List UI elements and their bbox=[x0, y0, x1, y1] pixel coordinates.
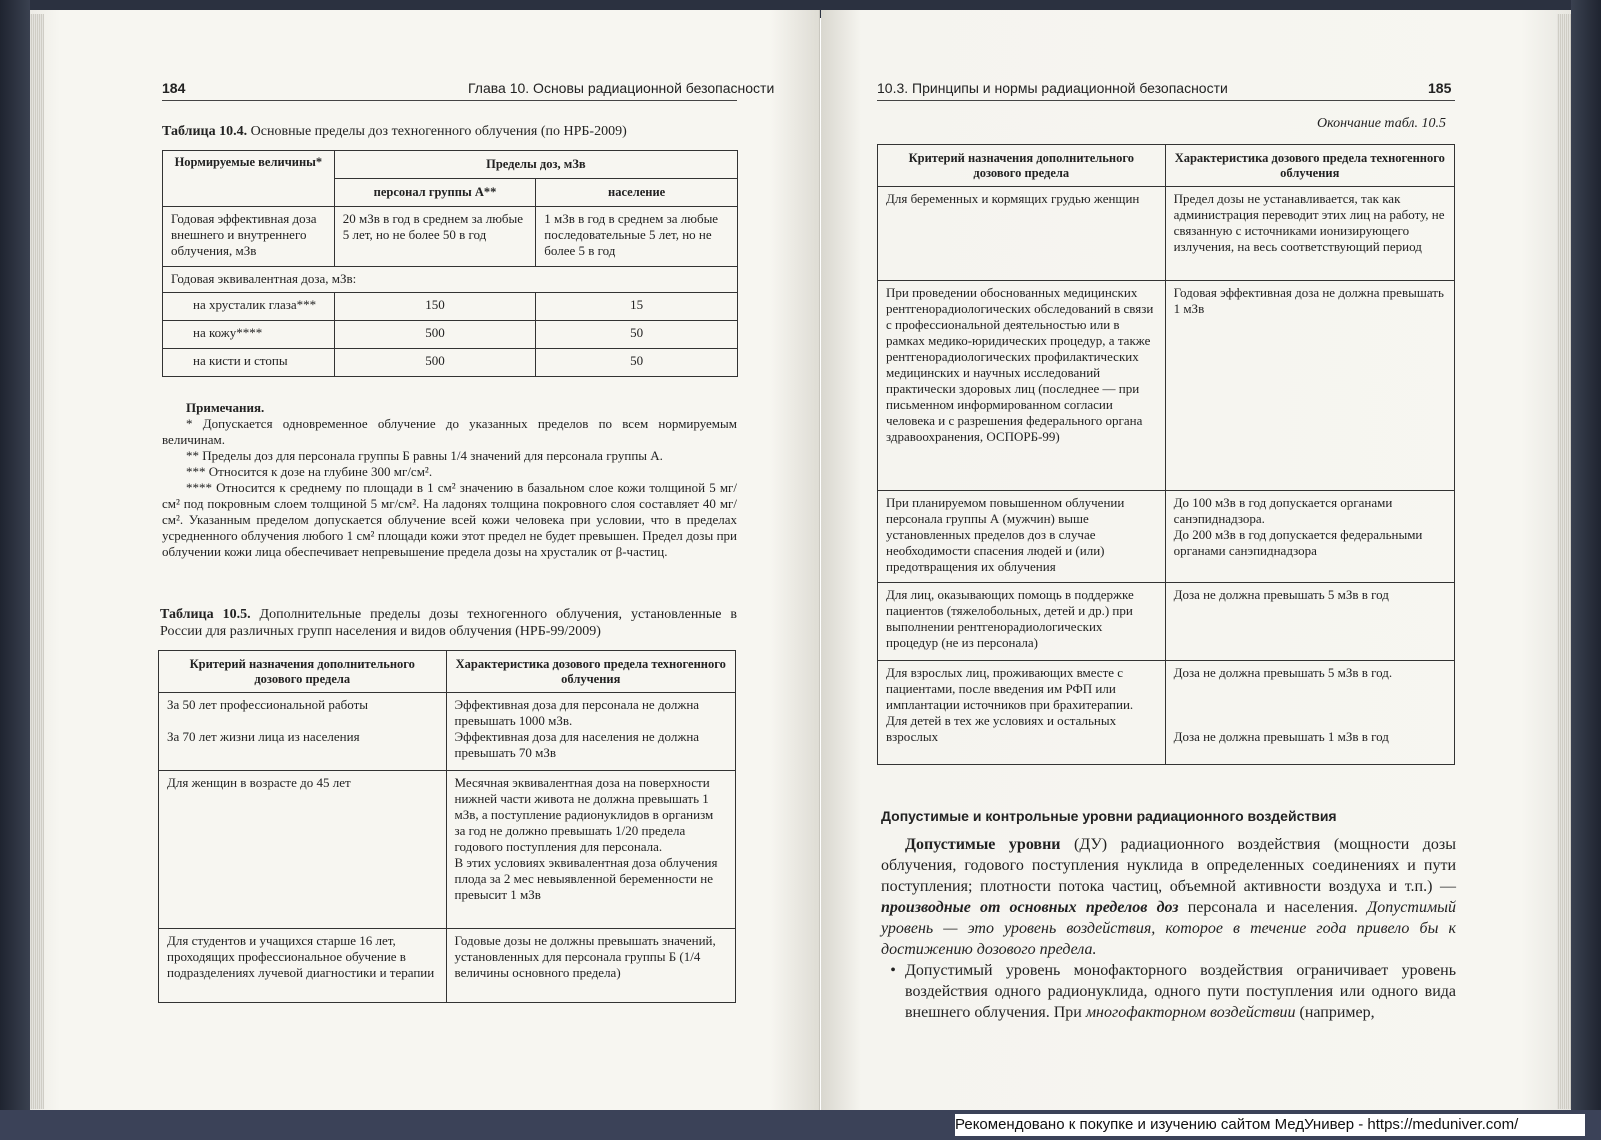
scan-background-left bbox=[0, 0, 30, 1140]
criterion-text: Для взрослых лиц, проживающих вместе с пациентами, после введения им РФП или имплантации источников при брахитерапии. bbox=[886, 665, 1134, 712]
col-header-characteristic: Характеристика дозового предела техногенного облучения bbox=[446, 651, 735, 693]
row-population: 50 bbox=[536, 321, 738, 349]
page-edges-left bbox=[30, 14, 44, 1109]
table-row bbox=[163, 321, 738, 349]
col-header-quantity: Нормируемые величины* bbox=[163, 151, 335, 207]
table-row bbox=[163, 293, 738, 321]
row-characteristic: Годовые дозы не должны превышать значений, установленных для персонала группы Б (1/4 величины основного предела) bbox=[446, 929, 735, 1003]
table-row bbox=[163, 267, 738, 293]
table-10-5-caption-text: Дополнительные пределы дозы техногенного облучения, установленные в России для различных групп населения и видов облучения (НРБ-99/2009) bbox=[160, 607, 737, 639]
table-10-4-notes bbox=[162, 400, 737, 560]
criterion-text: За 50 лет профессиональной работы bbox=[167, 697, 368, 712]
note-item: *** Относится к дозе на глубине 300 мг/см². bbox=[186, 464, 433, 479]
criterion-text: Для детей в тех же условиях и остальных взрослых bbox=[886, 713, 1117, 744]
note-item: **** Относится к среднему по площади в 1 см² значению в базальном слое кожи толщиной 5 мг/см² под покровным слоем толщиной 5 мг/см². На ладонях толщина покровного слоя составляет 40 мг/см². Указанным пределом допускается облучение всей кожи человека при условии, что в пределах усредненного облучения любого 1 см² площади кожи этот предел не будет превышен. Предел дозы при облучении кожи лица обеспечивает непревышение предела дозы на хрусталик от β-частиц. bbox=[162, 480, 737, 559]
row-criterion: При планируемом повышенном облучении персонала группы А (мужчин) выше установленных пределов доз в случае необходимости спасения людей и (или) предотвращения их облучения bbox=[878, 491, 1166, 583]
left-page-number: 184 bbox=[162, 80, 186, 96]
paragraph-definition: Допустимый уровень — это уровень воздействия, которое в течение года привело бы к достижению дозового предела. bbox=[881, 899, 1456, 958]
table-10-5-caption-label: Таблица 10.5. bbox=[160, 607, 251, 622]
col-header-limits: Пределы доз, мЗв bbox=[334, 151, 737, 179]
row-characteristic bbox=[1165, 661, 1454, 765]
col-header-personnel: персонал группы А** bbox=[334, 179, 536, 207]
paragraph bbox=[881, 834, 1456, 960]
row-characteristic: Доза не должна превышать 5 мЗв в год bbox=[1165, 583, 1454, 661]
table-10-4-caption bbox=[162, 123, 737, 140]
characteristic-text: До 200 мЗв в год допускается федеральными органами санэпиднадзора bbox=[1173, 527, 1423, 558]
row-personnel: 500 bbox=[334, 349, 536, 377]
row-personnel: 150 bbox=[334, 293, 536, 321]
paragraph-bold-lead: Допустимые уровни bbox=[905, 836, 1061, 853]
section-body bbox=[881, 834, 1456, 1023]
col-header-criterion: Критерий назначения дополнительного дозового предела bbox=[159, 651, 447, 693]
row-population: 50 bbox=[536, 349, 738, 377]
table-row bbox=[878, 281, 1455, 491]
row-personnel: 500 bbox=[334, 321, 536, 349]
table-10-5-caption bbox=[160, 606, 737, 640]
row-population: 1 мЗв в год в среднем за любые последовательные 5 лет, но не более 5 в год bbox=[536, 207, 738, 267]
table-10-4 bbox=[162, 150, 738, 377]
row-characteristic bbox=[1165, 491, 1454, 583]
left-page bbox=[30, 10, 820, 1110]
characteristic-text: Эффективная доза для персонала не должна превышать 1000 мЗв. bbox=[454, 697, 700, 728]
table-10-4-caption-text: Основные пределы доз техногенного облучения (по НРБ-2009) bbox=[250, 124, 627, 139]
table-10-5 bbox=[158, 650, 736, 1003]
row-criterion: Для женщин в возрасте до 45 лет bbox=[159, 771, 447, 929]
criterion-text: За 70 лет жизни лица из населения bbox=[167, 729, 360, 744]
bullet-italic: многофакторном воздействии bbox=[1085, 1004, 1296, 1021]
paragraph-text: (ДУ) радиационного воздействия (мощности дозы облучения, годового поступления нуклида в определенных соединениях и пути поступления; плотности потока частиц, объемной активности воздуха и т.п.) — bbox=[881, 836, 1456, 895]
row-characteristic bbox=[446, 771, 735, 929]
table-10-4-caption-label: Таблица 10.4. bbox=[162, 124, 248, 139]
characteristic-text: Эффективная доза для населения не должна превышать 70 мЗв bbox=[454, 729, 700, 760]
table-row bbox=[159, 693, 736, 771]
note-item: ** Пределы доз для персонала группы Б равны 1/4 значений для персонала группы А. bbox=[186, 448, 663, 463]
col-header-characteristic: Характеристика дозового предела техногенного облучения bbox=[1165, 145, 1454, 187]
row-criterion: Для студентов и учащихся старше 16 лет, проходящих профессиональное обучение в подразделениях лучевой диагностики и терапии bbox=[159, 929, 447, 1003]
row-personnel: 20 мЗв в год в среднем за любые 5 лет, но не более 50 в год bbox=[334, 207, 536, 267]
footer-recommendation: Рекомендовано к покупке и изучению сайтом МедУнивер - https://meduniver.com/ bbox=[955, 1114, 1585, 1136]
characteristic-text: Доза не должна превышать 5 мЗв в год. bbox=[1173, 665, 1393, 680]
characteristic-text: Доза не должна превышать 1 мЗв в год bbox=[1173, 729, 1389, 744]
bullet-item bbox=[881, 960, 1456, 1023]
row-criterion: Для беременных и кормящих грудью женщин bbox=[878, 187, 1166, 281]
table-row bbox=[163, 349, 738, 377]
equiv-dose-header: Годовая эквивалентная доза, мЗв: bbox=[163, 267, 738, 293]
col-header-population: население bbox=[536, 179, 738, 207]
table-row bbox=[159, 929, 736, 1003]
row-criterion bbox=[159, 693, 447, 771]
col-header-criterion: Критерий назначения дополнительного дозового предела bbox=[878, 145, 1166, 187]
paragraph-bold-italic: производные от основных пределов доз bbox=[881, 899, 1179, 916]
section-heading: Допустимые и контрольные уровни радиационного воздействия bbox=[881, 808, 1337, 824]
characteristic-text: В этих условиях эквивалентная доза облучения плода за 2 мес невыявленной беременности не превысит 1 мЗв bbox=[454, 855, 718, 902]
table-row bbox=[878, 583, 1455, 661]
row-name: на кисти и стопы bbox=[163, 349, 335, 377]
row-name: на кожу**** bbox=[163, 321, 335, 349]
right-page-number: 185 bbox=[1428, 80, 1452, 96]
row-population: 15 bbox=[536, 293, 738, 321]
table-row bbox=[163, 207, 738, 267]
row-name: Годовая эффективная доза внешнего и внутреннего облучения, мЗв bbox=[163, 207, 335, 267]
right-page bbox=[821, 10, 1571, 1110]
right-header-rule bbox=[877, 100, 1455, 101]
left-header-rule bbox=[162, 100, 737, 101]
row-name: на хрусталик глаза*** bbox=[163, 293, 335, 321]
right-chapter-title: 10.3. Принципы и нормы радиационной безопасности bbox=[877, 80, 1228, 96]
table-row bbox=[878, 491, 1455, 583]
row-characteristic: Предел дозы не устанавливается, так как администрация переводит этих лиц на работу, не связанную с источниками ионизирующего излучения, на весь соответствующий период bbox=[1165, 187, 1454, 281]
characteristic-text: До 100 мЗв в год допускается органами санэпиднадзора. bbox=[1173, 495, 1393, 526]
left-chapter-title: Глава 10. Основы радиационной безопасности bbox=[468, 80, 775, 96]
bullet-dot-icon: • bbox=[890, 962, 896, 979]
row-criterion: При проведении обоснованных медицинских рентгенорадиологических обследований в связи с профессиональной деятельностью или в рамках медико-юридических процедур, а также рентгенорадиологических профилактических медицинских и научных исследований практически здоровых лиц (последнее — при письменном информированном согласии человека и с разрешения федерального органа здравоохранения, ОСПОРБ-99) bbox=[878, 281, 1166, 491]
table-continuation-label: Окончание табл. 10.5 bbox=[1317, 116, 1446, 131]
bullet-text: (например, bbox=[1295, 1004, 1375, 1021]
row-characteristic bbox=[446, 693, 735, 771]
row-criterion: Для лиц, оказывающих помощь в поддержке пациентов (тяжелобольных, детей и др.) при выполнении рентгенорадиологических процедур (не из персонала) bbox=[878, 583, 1166, 661]
table-row bbox=[878, 187, 1455, 281]
row-criterion bbox=[878, 661, 1166, 765]
table-row bbox=[878, 661, 1455, 765]
characteristic-text: Месячная эквивалентная доза на поверхности нижней части живота не должна превышать 1 мЗв, а поступление радионуклидов в организм за год не должно превышать 1/20 предела годового поступления для персонала. bbox=[454, 775, 714, 854]
row-characteristic: Годовая эффективная доза не должна превышать 1 мЗв bbox=[1165, 281, 1454, 491]
page-edges-right bbox=[1557, 14, 1571, 1109]
notes-heading: Примечания. bbox=[186, 400, 265, 415]
table-10-5-continued bbox=[877, 144, 1455, 765]
table-row bbox=[159, 771, 736, 929]
bullet-text: Допустимый уровень монофакторного воздействия ограничивает уровень воздействия одного радионуклида, одного пути поступления или одного вида внешнего облучения. При bbox=[905, 962, 1456, 1021]
note-item: * Допускается одновременное облучение до указанных пределов по всем нормируемым величинам. bbox=[162, 416, 737, 447]
paragraph-text: персонала и населения. bbox=[1178, 899, 1368, 916]
scan-background-right bbox=[1571, 0, 1601, 1140]
